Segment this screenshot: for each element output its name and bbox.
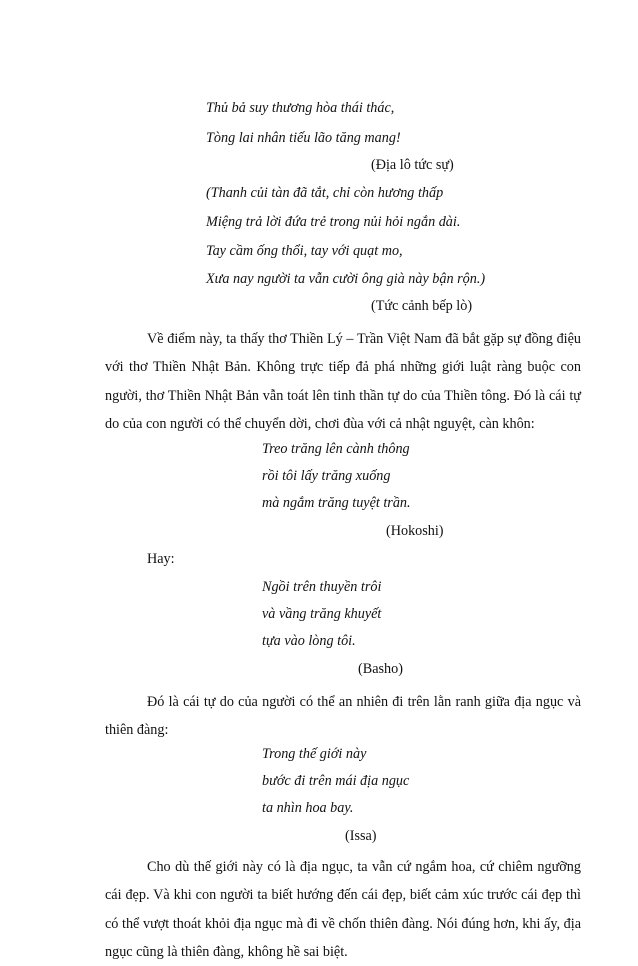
translation-line-2: Miệng trả lời đứa trẻ trong nủi hỏi ngắn dài. — [206, 214, 461, 230]
translation-line-1: (Thanh củi tàn đã tắt, chỉ còn hương thấp — [206, 185, 444, 201]
haiku1-line-1: Treo trăng lên cành thông — [262, 441, 410, 457]
haiku3-author: (Issa) — [345, 828, 377, 844]
body-paragraph-1: Về điểm này, ta thấy thơ Thiền Lý – Trần Việt Nam đã bắt gặp sự đồng điệu với thơ Thiền Nhật Bản. Không trực tiếp đả phá những giới luật ràng buộc con người, thơ Thiền Nhật Bản vẫn toát lên tinh thần tự do của Thiền tông. Đó là cái tự do của con người có thể chuyển dời, chơi đùa với cả nhật nguyệt, càn khôn: — [105, 331, 581, 432]
haiku3-line-1: Trong thế giới này — [262, 746, 367, 762]
poem1-source: (Địa lô tức sự) — [371, 157, 454, 173]
haiku2-line-3: tựa vào lòng tôi. — [262, 633, 356, 649]
haiku1-line-3: mà ngắm trăng tuyệt trần. — [262, 495, 411, 511]
haiku2-author: (Basho) — [358, 661, 403, 677]
translation-source: (Tức cảnh bếp lò) — [371, 298, 473, 314]
body-paragraph-3: Cho dù thế giới này có là địa ngục, ta vẫn cứ ngắm hoa, cứ chiêm ngưỡng cái đẹp. Và khi con người ta biết hướng đến cái đẹp, biết cảm xúc trước cái đẹp thì có thể vượt thoát khỏi địa ngục mà đi về chốn thiên đàng. Nói đúng hơn, khi ấy, địa ngục cũng là thiên đàng, không hề sai biệt. — [105, 859, 581, 960]
translation-line-3: Tay cầm ống thổi, tay với quạt mo, — [206, 243, 403, 259]
haiku2-line-1: Ngồi trên thuyền trôi — [262, 579, 382, 595]
haiku3-line-2: bước đi trên mái địa ngục — [262, 773, 410, 789]
haiku1-author: (Hokoshi) — [386, 523, 444, 539]
poem1-line-1: Thủ bả suy thương hòa thái thác, — [206, 100, 395, 116]
poem1-line-2: Tòng lai nhân tiếu lão tăng mang! — [206, 130, 401, 146]
haiku2-line-2: và vầng trăng khuyết — [262, 606, 382, 622]
haiku3-line-3: ta nhìn hoa bay. — [262, 800, 354, 816]
haiku1-line-2: rồi tôi lấy trăng xuống — [262, 468, 391, 484]
hay-label: Hay: — [147, 551, 175, 567]
body-paragraph-2: Đó là cái tự do của người có thể an nhiên đi trên lằn ranh giữa địa ngục và thiên đàng: — [105, 694, 581, 739]
translation-line-4: Xưa nay người ta vẫn cười ông già này bận rộn.) — [206, 271, 486, 287]
